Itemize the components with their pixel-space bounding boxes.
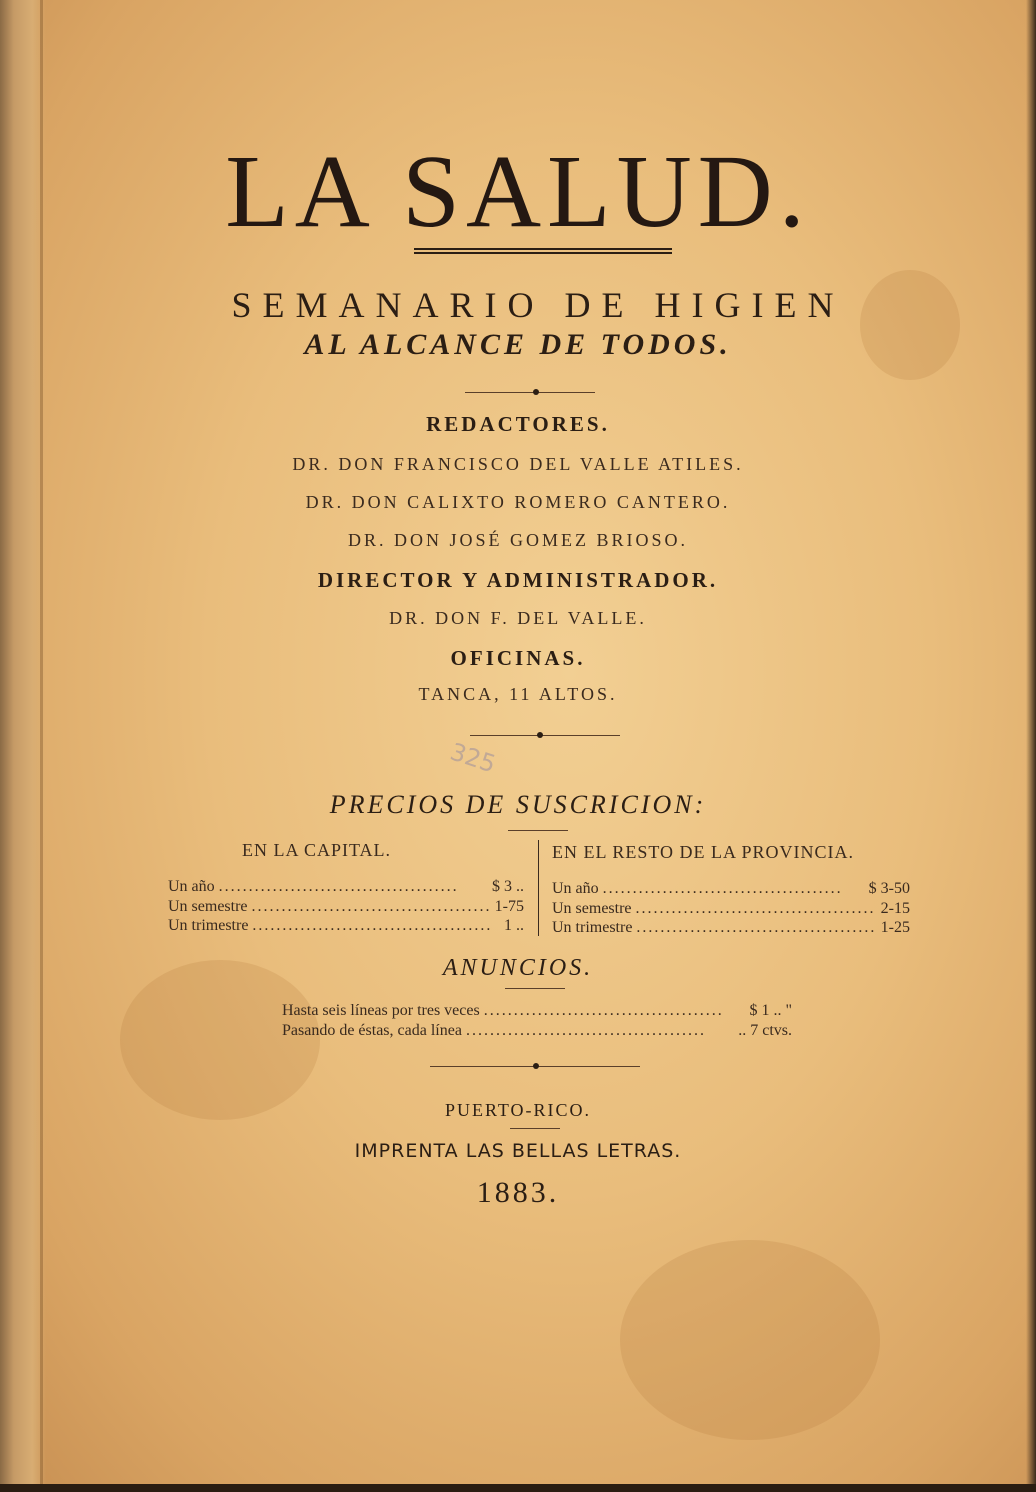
heading-underline xyxy=(505,988,565,989)
leader-dots: ........................................ xyxy=(465,1022,706,1039)
imprint-place: PUERTO-RICO. xyxy=(444,1100,592,1120)
price-value: $ 3-50 xyxy=(868,880,910,897)
price-row xyxy=(168,917,524,935)
column-divider xyxy=(538,840,539,936)
ornament-dot xyxy=(533,1063,539,1069)
offices-address: TANCA, 11 ALTOS. xyxy=(418,684,618,704)
editors-heading: REDACTORES. xyxy=(426,412,610,436)
ad-row xyxy=(282,1002,792,1020)
ad-row xyxy=(282,1022,792,1040)
imprint-printer: IMPRENTA LAS BELLAS LETRAS. xyxy=(354,1140,682,1162)
director-name: DR. DON F. DEL VALLE. xyxy=(389,608,647,628)
price-row xyxy=(552,880,910,898)
ad-item: Hasta seis líneas por tres veces xyxy=(282,1002,480,1019)
leader-dots: ........................................ xyxy=(635,900,876,917)
price-value: 1-25 xyxy=(880,919,910,936)
price-item: Un año xyxy=(168,878,215,895)
province-heading: EN EL RESTO DE LA PROVINCIA. xyxy=(552,842,854,862)
library-stamp: 325 xyxy=(446,737,500,779)
ornament-rule xyxy=(465,392,595,393)
price-item: Un trimestre xyxy=(168,917,249,934)
ad-price: $ 1 .. " xyxy=(749,1002,792,1019)
masthead-subtitle: SEMANARIO DE HIGIEN xyxy=(231,285,845,325)
price-item: Un año xyxy=(552,880,599,897)
leader-dots: ........................................ xyxy=(602,880,843,897)
ornament-dot xyxy=(537,732,543,738)
ornament-dot xyxy=(533,389,539,395)
leader-dots: ........................................ xyxy=(218,878,459,895)
title-double-rule xyxy=(414,248,672,254)
masthead-title: LA SALUD. xyxy=(225,134,811,249)
masthead-tagline: AL ALCANCE DE TODOS. xyxy=(304,328,732,361)
editor-name: DR. DON CALIXTO ROMERO CANTERO. xyxy=(305,492,731,512)
ornament-rule xyxy=(470,735,620,736)
page-bottom-edge xyxy=(0,1484,1036,1492)
ad-price: .. 7 ctvs. xyxy=(738,1022,792,1039)
editor-name: DR. DON JOSÉ GOMEZ BRIOSO. xyxy=(347,530,689,550)
price-item: Un semestre xyxy=(552,900,632,917)
price-value: 2-15 xyxy=(880,900,910,917)
ads-heading: ANUNCIOS. xyxy=(442,955,594,981)
price-item: Un trimestre xyxy=(552,919,633,936)
price-row xyxy=(168,878,524,896)
paper-stain xyxy=(120,960,320,1120)
price-row xyxy=(552,900,910,918)
leader-dots: ........................................ xyxy=(251,898,492,915)
price-item: Un semestre xyxy=(168,898,248,915)
imprint-underline xyxy=(510,1128,560,1129)
paper-stain xyxy=(620,1240,880,1440)
price-row xyxy=(168,898,524,916)
leader-dots: ........................................ xyxy=(636,919,877,936)
heading-underline xyxy=(508,830,568,831)
editor-name: DR. DON FRANCISCO DEL VALLE ATILES. xyxy=(292,454,744,474)
leader-dots: ........................................ xyxy=(483,1002,724,1019)
price-row xyxy=(552,919,910,937)
leader-dots: ........................................ xyxy=(252,917,493,934)
capital-heading: EN LA CAPITAL. xyxy=(242,840,392,860)
price-value: 1-75 xyxy=(494,898,524,915)
ad-item: Pasando de éstas, cada línea xyxy=(282,1022,462,1039)
offices-heading: OFICINAS. xyxy=(450,646,586,670)
subscription-heading: PRECIOS DE SUSCRICION: xyxy=(329,790,707,819)
price-value: $ 3 .. xyxy=(492,878,524,895)
imprint-year: 1883. xyxy=(476,1176,560,1209)
director-heading: DIRECTOR Y ADMINISTRADOR. xyxy=(317,568,719,592)
price-value: 1 .. xyxy=(504,917,524,934)
